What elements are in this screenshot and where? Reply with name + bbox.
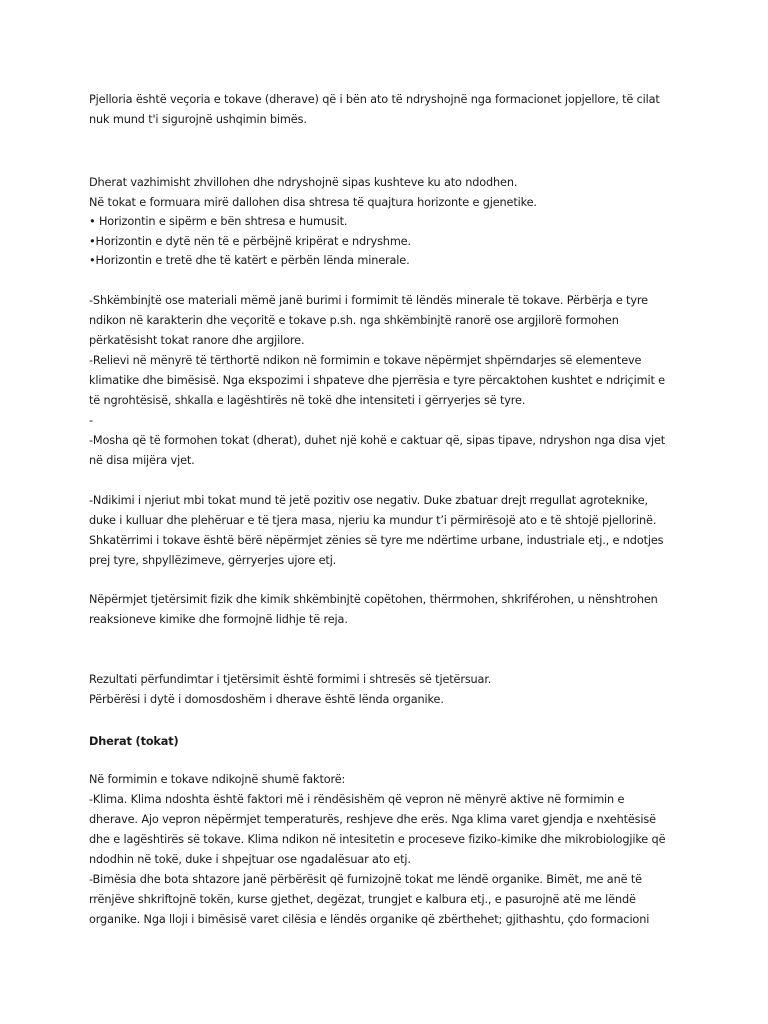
text-line: reaksioneve kimike dhe formojnë lidhje të reja.: [89, 613, 348, 626]
text-line: nuk mund t'i sigurojnë ushqimin bimës.: [89, 113, 307, 126]
text-line: prej tyre, shpyllëzimeve, gërryerjes ujore etj.: [89, 554, 337, 567]
bullet-item: • Horizontin e sipërm e bën shtresa e humusit.: [89, 215, 348, 228]
text-line: në disa mijëra vjet.: [89, 454, 195, 467]
text-line: dhe e lagështirës së tokave. Klima ndikon në intesitetin e proceseve fiziko-kimike dhe mikrobiologjike që: [89, 833, 666, 846]
text-line: Nëpërmjet tjetërsimit fizik dhe kimik shkëmbinjtë copëtohen, thërrmohen, shkriférohen, u nënshtrohen: [89, 593, 658, 606]
section-heading: Dherat (tokat): [89, 735, 179, 748]
text-line: Në formimin e tokave ndikojnë shumë faktorë:: [89, 773, 346, 786]
text-line: dherave. Ajo vepron nëpërmjet temperaturës, reshjeve dhe erës. Nga klima varet gjendja e nxehtësisë: [89, 813, 656, 826]
text-line: -Mosha që të formohen tokat (dherat), duhet një kohë e caktuar që, sipas tipave, ndryshon nga disa vjet: [89, 434, 666, 447]
text-line: të ngrohtësisë, shkalla e lagështirës në tokë dhe intensiteti i gërryerjes së tyre.: [89, 394, 526, 407]
text-line: -Klima. Klima ndoshta është faktori më i rëndësishëm që vepron në mënyrë aktive në formimin e: [89, 793, 625, 806]
text-line: Në tokat e formuara mirë dallohen disa shtresa të quajtura horizonte e gjenetike.: [89, 196, 537, 209]
text-line: -Bimësia dhe bota shtazore janë përbërësit që furnizojnë tokat me lëndë organike. Bimët, me anë të: [89, 873, 642, 886]
text-line: -Ndikimi i njeriut mbi tokat mund të jetë pozitiv ose negativ. Duke zbatuar drejt rregullat agroteknike,: [89, 494, 648, 507]
text-line: Shkatërrimi i tokave është bërë nëpërmjet zënies së tyre me ndërtime urbane, industriale etj., e ndotjes: [89, 534, 664, 547]
text-line: duke i kulluar dhe plehëruar e të tjera masa, njeriu ka mundur t’i përmirësojë ato e të shtojë pjellorinë.: [89, 514, 657, 527]
text-line: ndodhin në tokë, duke i shpejtuar ose ngadalësuar ato etj.: [89, 853, 411, 866]
text-line: -Shkëmbinjtë ose materiali mëmë janë burimi i formimit të lëndës minerale të tokave. Përbërja e tyre: [89, 294, 648, 307]
text-line: -: [89, 414, 93, 427]
text-line: ndikon në karakterin dhe veçoritë e tokave p.sh. nga shkëmbinjtë ranorë ose argjilorë formohen: [89, 314, 619, 327]
text-line: Përbërësi i dytë i domosdoshëm i dherave është lënda organike.: [89, 693, 444, 706]
text-line: rrënjëve shkriftojnë tokën, kurse gjethet, degëzat, trungjet e kalbura etj., e pasurojnë atë me lëndë: [89, 893, 636, 906]
text-line: përkatësisht tokat ranore dhe argjilore.: [89, 334, 305, 347]
bullet-item: •Horizontin e tretë dhe të katërt e përbën lënda minerale.: [89, 254, 410, 267]
text-line: Dherat vazhimisht zhvillohen dhe ndryshojnë sipas kushteve ku ato ndodhen.: [89, 176, 518, 189]
text-line: Rezultati përfundimtar i tjetërsimit është formimi i shtresës së tjetërsuar.: [89, 673, 492, 686]
text-line: Pjelloria është veçoria e tokave (dherave) që i bën ato të ndryshojnë nga formacionet jopjellore, të cilat: [89, 93, 660, 106]
bullet-item: •Horizontin e dytë nën të e përbëjnë kripërat e ndryshme.: [89, 235, 411, 248]
text-line: -Relievi në mënyrë të tërthortë ndikon në formimin e tokave nëpërmjet shpërndarjes së elementeve: [89, 354, 642, 367]
text-line: klimatike dhe bimësisë. Nga ekspozimi i shpateve dhe pjerrësia e tyre përcaktohen kushtet e ndriçimit e: [89, 374, 665, 387]
text-line: organike. Nga lloji i bimësisë varet cilësia e lëndës organike që zbërthehet; gjithashtu, çdo formacioni: [89, 913, 650, 926]
